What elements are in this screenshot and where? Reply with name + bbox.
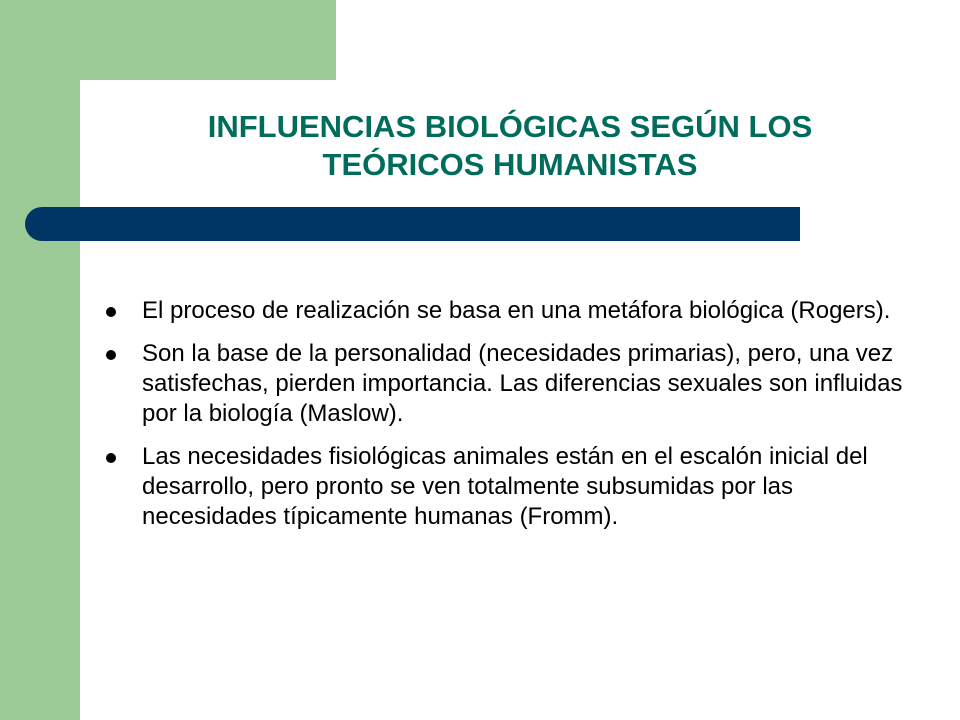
bullet-list xyxy=(100,296,930,545)
bullet-item xyxy=(100,296,930,326)
bullet-item xyxy=(100,442,930,532)
title-underline-bar xyxy=(25,207,800,241)
bullet-dot-icon xyxy=(106,350,116,360)
bullet-dot-icon xyxy=(106,307,116,317)
bullet-text: Las necesidades fisiológicas animales están en el escalón inicial del desarrollo, pero pronto se ven totalmente subsumidas por las necesidades típicamente humanas (Fromm). xyxy=(142,443,868,530)
bullet-text: El proceso de realización se basa en una metáfora biológica (Rogers). xyxy=(142,297,891,324)
bullet-text: Son la base de la personalidad (necesidades primarias), pero, una vez satisfechas, pierden importancia. Las diferencias sexuales son influidas por la biología (Maslow). xyxy=(142,340,903,427)
bullet-dot-icon xyxy=(106,453,116,463)
green-sidebar-decoration xyxy=(0,0,80,720)
slide-title-line-1: INFLUENCIAS BIOLÓGICAS SEGÚN LOS xyxy=(207,109,813,144)
slide-title xyxy=(90,108,930,184)
green-top-decoration xyxy=(80,0,336,80)
bullet-item xyxy=(100,339,930,429)
slide-title-line-2: TEÓRICOS HUMANISTAS xyxy=(322,147,698,182)
